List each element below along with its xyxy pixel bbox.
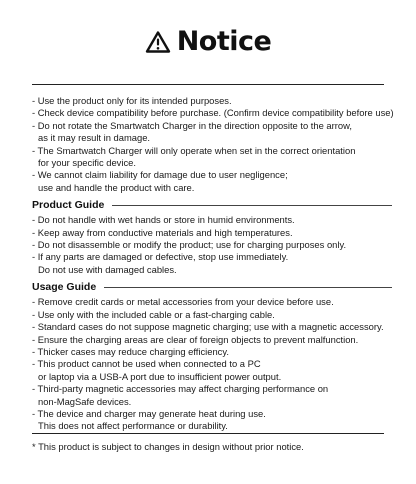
product-guide-heading: Product Guide [32, 199, 105, 212]
list-item [32, 408, 392, 433]
list-item-continuation: use and handle the product with care. [38, 181, 195, 193]
list-item-text: - Use only with the included cable or a fast-charging cable. [32, 308, 275, 320]
product-guide-list [32, 214, 392, 276]
list-item-text: - Do not disassemble or modify the product; use for charging purposes only. [32, 239, 347, 251]
list-item [32, 169, 392, 194]
notice-content [32, 95, 392, 433]
list-item-continuation: Do not use with damaged cables. [38, 263, 177, 275]
list-item-text: - Use the product only for its intended purposes. [32, 95, 232, 106]
product-guide-rule [112, 205, 392, 206]
usage-guide-rule [104, 287, 392, 288]
list-item [32, 120, 392, 145]
list-item-text: - Third-party magnetic accessories may affect charging performance on [32, 383, 329, 395]
list-item-text: - Check device compatibility before purchase. (Confirm device compatibility before use) [32, 107, 394, 119]
list-item-text: - The Smartwatch Charger will only operate when set in the correct orientation [32, 144, 356, 156]
list-item [32, 358, 392, 383]
top-divider [32, 84, 384, 85]
list-item [32, 383, 392, 408]
list-item-continuation: for your specific device. [38, 157, 136, 169]
list-item-continuation: This does not affect performance or durability. [38, 420, 228, 432]
general-notice-list [32, 95, 392, 194]
bottom-divider [32, 433, 384, 434]
list-item [32, 145, 392, 170]
list-item-continuation: or laptop via a USB-A port due to insufficient power output. [38, 370, 282, 382]
usage-guide-list [32, 296, 392, 432]
list-item [32, 214, 392, 226]
list-item-continuation: as it may result in damage. [38, 132, 151, 144]
list-item [32, 309, 392, 321]
list-item-text: - Do not handle with wet hands or store in humid environments. [32, 214, 295, 226]
product-guide-header [32, 198, 392, 212]
usage-guide-header [32, 280, 392, 294]
list-item-text: - Remove credit cards or metal accessories from your device before use. [32, 296, 334, 308]
list-item-text: - Do not rotate the Smartwatch Charger in the direction opposite to the arrow, [32, 119, 352, 131]
list-item-text: - Standard cases do not suppose magnetic charging; use with a magnetic accessory. [32, 321, 384, 333]
list-item [32, 321, 392, 333]
list-item [32, 95, 392, 107]
page-title: Notice [176, 26, 272, 57]
list-item [32, 334, 392, 346]
list-item [32, 296, 392, 308]
notice-header [0, 26, 416, 57]
list-item [32, 227, 392, 239]
usage-guide-heading: Usage Guide [32, 281, 97, 294]
list-item-text: - The device and charger may generate heat during use. [32, 407, 266, 419]
list-item-text: - We cannot claim liability for damage due to user negligence; [32, 169, 288, 181]
footnote: * This product is subject to changes in design without prior notice. [32, 441, 304, 452]
list-item [32, 346, 392, 358]
list-item [32, 251, 392, 276]
list-item-text: - Keep away from conductive materials and high temperatures. [32, 226, 293, 238]
warning-triangle-icon [145, 30, 171, 54]
list-item-text: - This product cannot be used when connected to a PC [32, 358, 261, 370]
list-item [32, 107, 392, 119]
list-item-text: - If any parts are damaged or defective, stop use immediately. [32, 251, 289, 263]
list-item-continuation: non-MagSafe devices. [38, 395, 132, 407]
list-item [32, 239, 392, 251]
list-item-text: - Ensure the charging areas are clear of foreign objects to prevent malfunction. [32, 333, 359, 345]
list-item-text: - Thicker cases may reduce charging efficiency. [32, 345, 229, 357]
